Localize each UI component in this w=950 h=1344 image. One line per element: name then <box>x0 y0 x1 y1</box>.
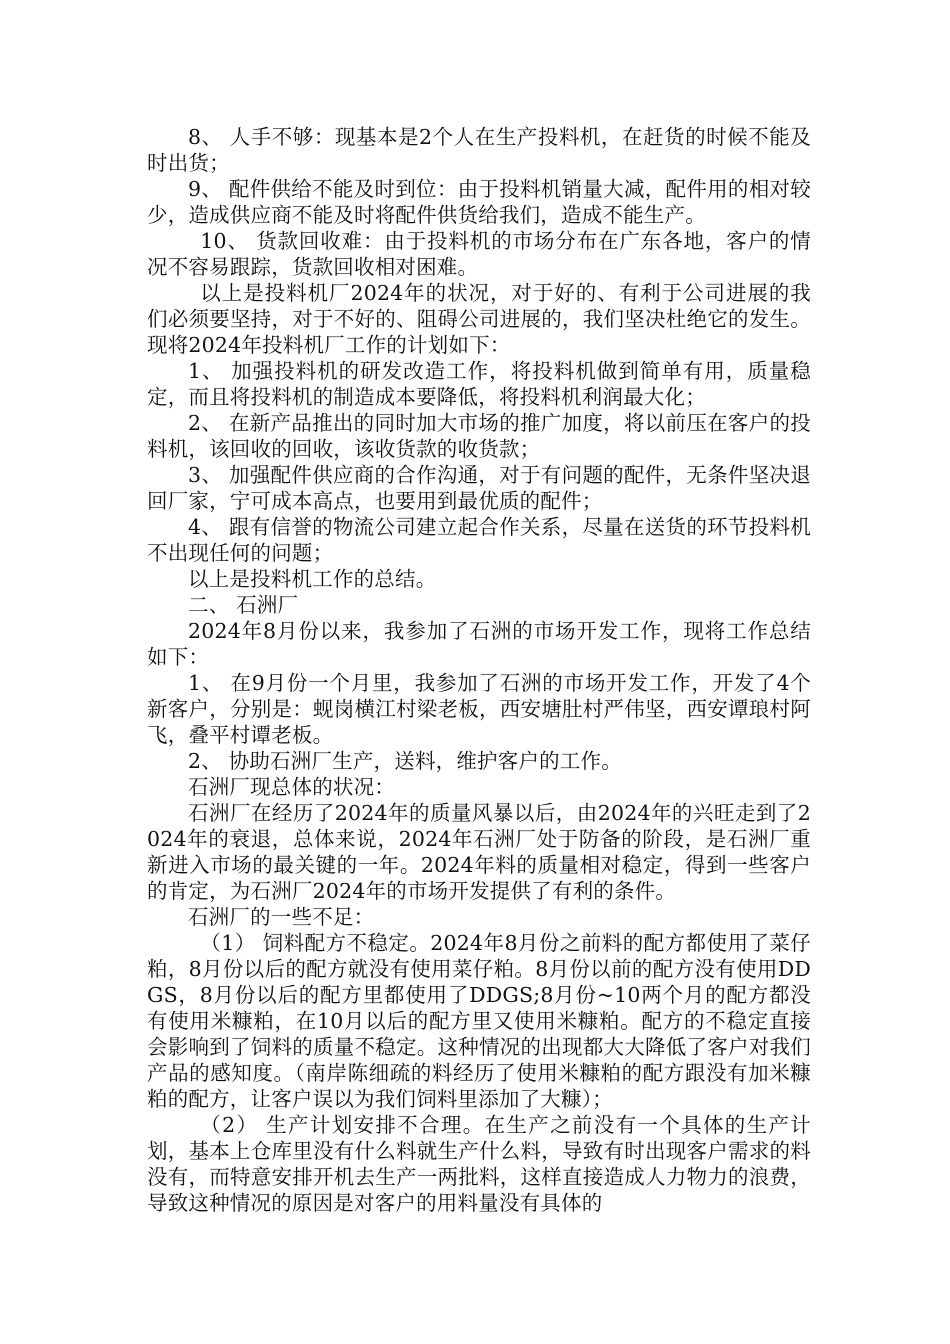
paragraph-shizhou-2: 2、 协助石洲厂生产，送料，维护客户的工作。 <box>188 749 622 773</box>
paragraph-plan-2: 2、 在新产品推出的同时加大市场的推广加度，将以前压在客户的投料机，该回收的回收，该收货款的收货款； <box>147 411 811 461</box>
paragraph-shizhou-status-heading: 石洲厂现总体的状况： <box>188 775 395 799</box>
paragraph-shizhou-shortcomings-heading: 石洲厂的一些不足： <box>188 905 375 929</box>
paragraph-shizhou-1: 1、 在9月份一个月里，我参加了石洲的市场开发工作，开发了4个新客户，分别是：蚬岗横江村梁老板，西安塘肚村严伟坚，西安谭琅村阿飞，叠平村谭老板。 <box>147 671 811 747</box>
paragraph-item-10: 10、 货款回收难：由于投料机的市场分布在广东各地，客户的情况不容易跟踪，货款回收相对困难。 <box>147 229 811 279</box>
paragraph-shizhou-intro: 2024年8月份以来，我参加了石洲的市场开发工作，现将工作总结如下： <box>147 619 811 669</box>
paragraph-item-8: 8、 人手不够：现基本是2个人在生产投料机，在赶货的时候不能及时出货； <box>147 125 811 175</box>
paragraph-plan-1: 1、 加强投料机的研发改造工作，将投料机做到简单有用，质量稳定，而且将投料机的制造成本要降低，将投料机利润最大化； <box>147 359 811 409</box>
paragraph-item-9: 9、 配件供给不能及时到位：由于投料机销量大减，配件用的相对较少，造成供应商不能及时将配件供货给我们，造成不能生产。 <box>147 177 811 227</box>
paragraph-shortcoming-1: （1） 饲料配方不稳定。2024年8月份之前料的配方都使用了菜仔粕，8月份以后的配方就没有使用菜仔粕。8月份以前的配方没有使用DDGS，8月份以后的配方里都使用了DDGS;8月份~10两个月的配方都没有使用米糠粕，在10月以后的配方里又使用米糠粕。配方的不稳定直接会影响到了饲料的质量不稳定。这种情况的出现都大大降低了客户对我们产品的感知度。（南岸陈细疏的料经历了使用米糠粕的配方跟没有加米糠粕的配方，让客户误以为我们饲料里添加了大糠）； <box>147 931 811 1111</box>
paragraph-summary-intro: 以上是投料机厂2024年的状况，对于好的、有利于公司进展的我们必须要坚持，对于不好的、阻碍公司进展的，我们坚决杜绝它的发生。现将2024年投料机厂工作的计划如下： <box>147 281 811 357</box>
paragraph-shizhou-status: 石洲厂在经历了2024年的质量风暴以后，由2024年的兴旺走到了2024年的衰退，总体来说，2024年石洲厂处于防备的阶段，是石洲厂重新进入市场的最关键的一年。2024年料的质量相对稳定，得到一些客户的肯定，为石洲厂2024年的市场开发提供了有利的条件。 <box>147 801 811 903</box>
document-body <box>147 124 811 1216</box>
paragraph-plan-4: 4、 跟有信誉的物流公司建立起合作关系，尽量在送货的环节投料机不出现任何的问题； <box>147 515 811 565</box>
paragraph-shortcoming-2: （2） 生产计划安排不合理。在生产之前没有一个具体的生产计划，基本上仓库里没有什么料就生产什么料，导致有时出现客户需求的料没有，而特意安排开机去生产一两批料，这样直接造成人力物力的浪费，导致这种情况的原因是对客户的用料量没有具体的 <box>147 1113 811 1215</box>
paragraph-summary-end: 以上是投料机工作的总结。 <box>188 567 437 591</box>
paragraph-plan-3: 3、 加强配件供应商的合作沟通，对于有问题的配件，无条件坚决退回厂家，宁可成本高点，也要用到最优质的配件； <box>147 463 811 513</box>
section-heading-shizhou: 二、 石洲厂 <box>188 593 299 617</box>
